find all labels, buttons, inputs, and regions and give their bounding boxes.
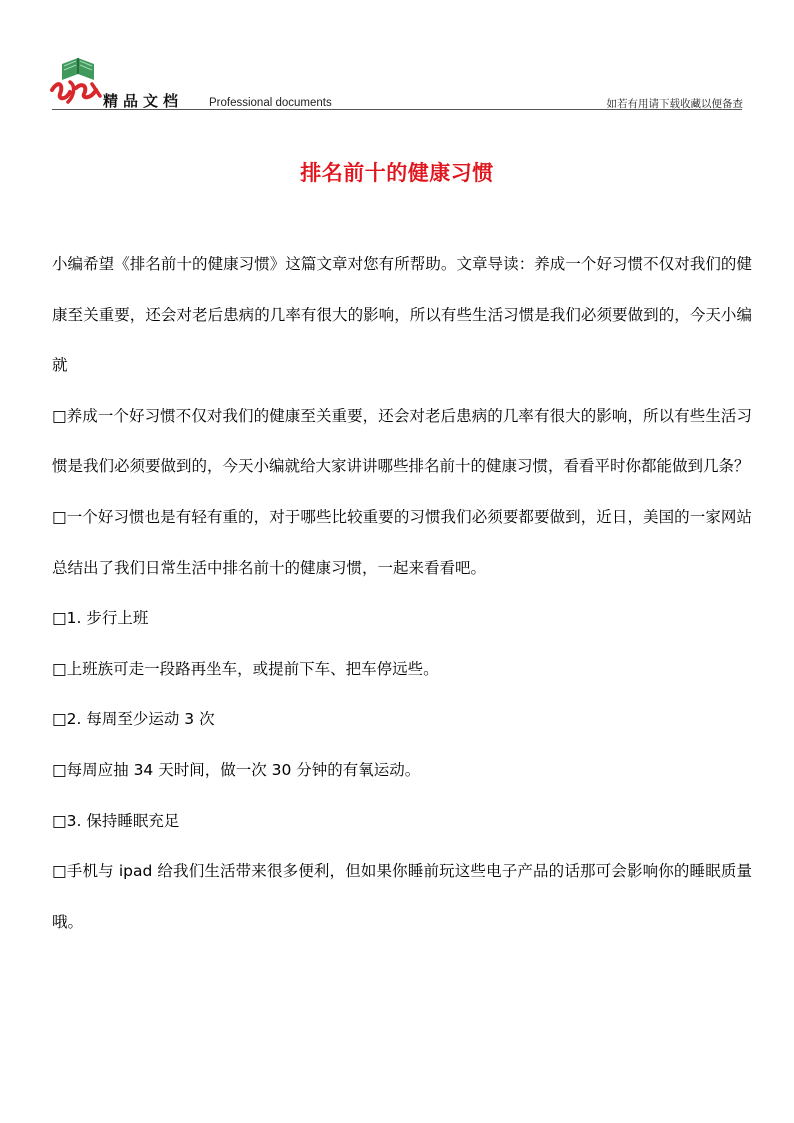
list-item-text: □每周应抽 34 天时间，做一次 30 分钟的有氧运动。 [52,760,421,779]
page-header [0,0,794,115]
list-heading: □2. 每周至少运动 3 次 [52,710,215,729]
intro-paragraph: 小编希望《排名前十的健康习惯》这篇文章对您有所帮助。文章导读：养成一个好习惯不仅对我们的健康至关重要，还会对老后患病的几率有很大的影响，所以有些生活习惯是我们必须要做到的，今天小编就 [52,255,752,375]
book-logo-icon [48,50,104,106]
header-note: 如若有用请下载收藏以便备查 [606,98,743,110]
logo [48,50,104,106]
list-heading: □1. 步行上班 [52,609,149,628]
brand-subtitle: Professional documents [209,97,332,109]
header-divider [52,109,742,110]
body-paragraph: □一个好习惯也是有轻有重的，对于哪些比较重要的习惯我们必须要都要做到，近日，美国的一家网站总结出了我们日常生活中排名前十的健康习惯，一起来看看吧。 [52,507,752,577]
document-body [52,239,752,947]
list-item-text: □上班族可走一段路再坐车，或提前下车、把车停远些。 [52,659,439,678]
document-title: 排名前十的健康习惯 [300,161,494,185]
body-paragraph: □养成一个好习惯不仅对我们的健康至关重要，还会对老后患病的几率有很大的影响，所以有些生活习惯是我们必须要做到的，今天小编就给大家讲讲哪些排名前十的健康习惯，看看平时你都能做到几条？ [52,406,752,476]
brand-name: 精品文档 [103,92,184,110]
list-item-text: □手机与 ipad 给我们生活带来很多便利，但如果你睡前玩这些电子产品的话那可会影响你的睡眠质量哦。 [52,862,752,931]
list-heading: □3. 保持睡眠充足 [52,811,180,830]
